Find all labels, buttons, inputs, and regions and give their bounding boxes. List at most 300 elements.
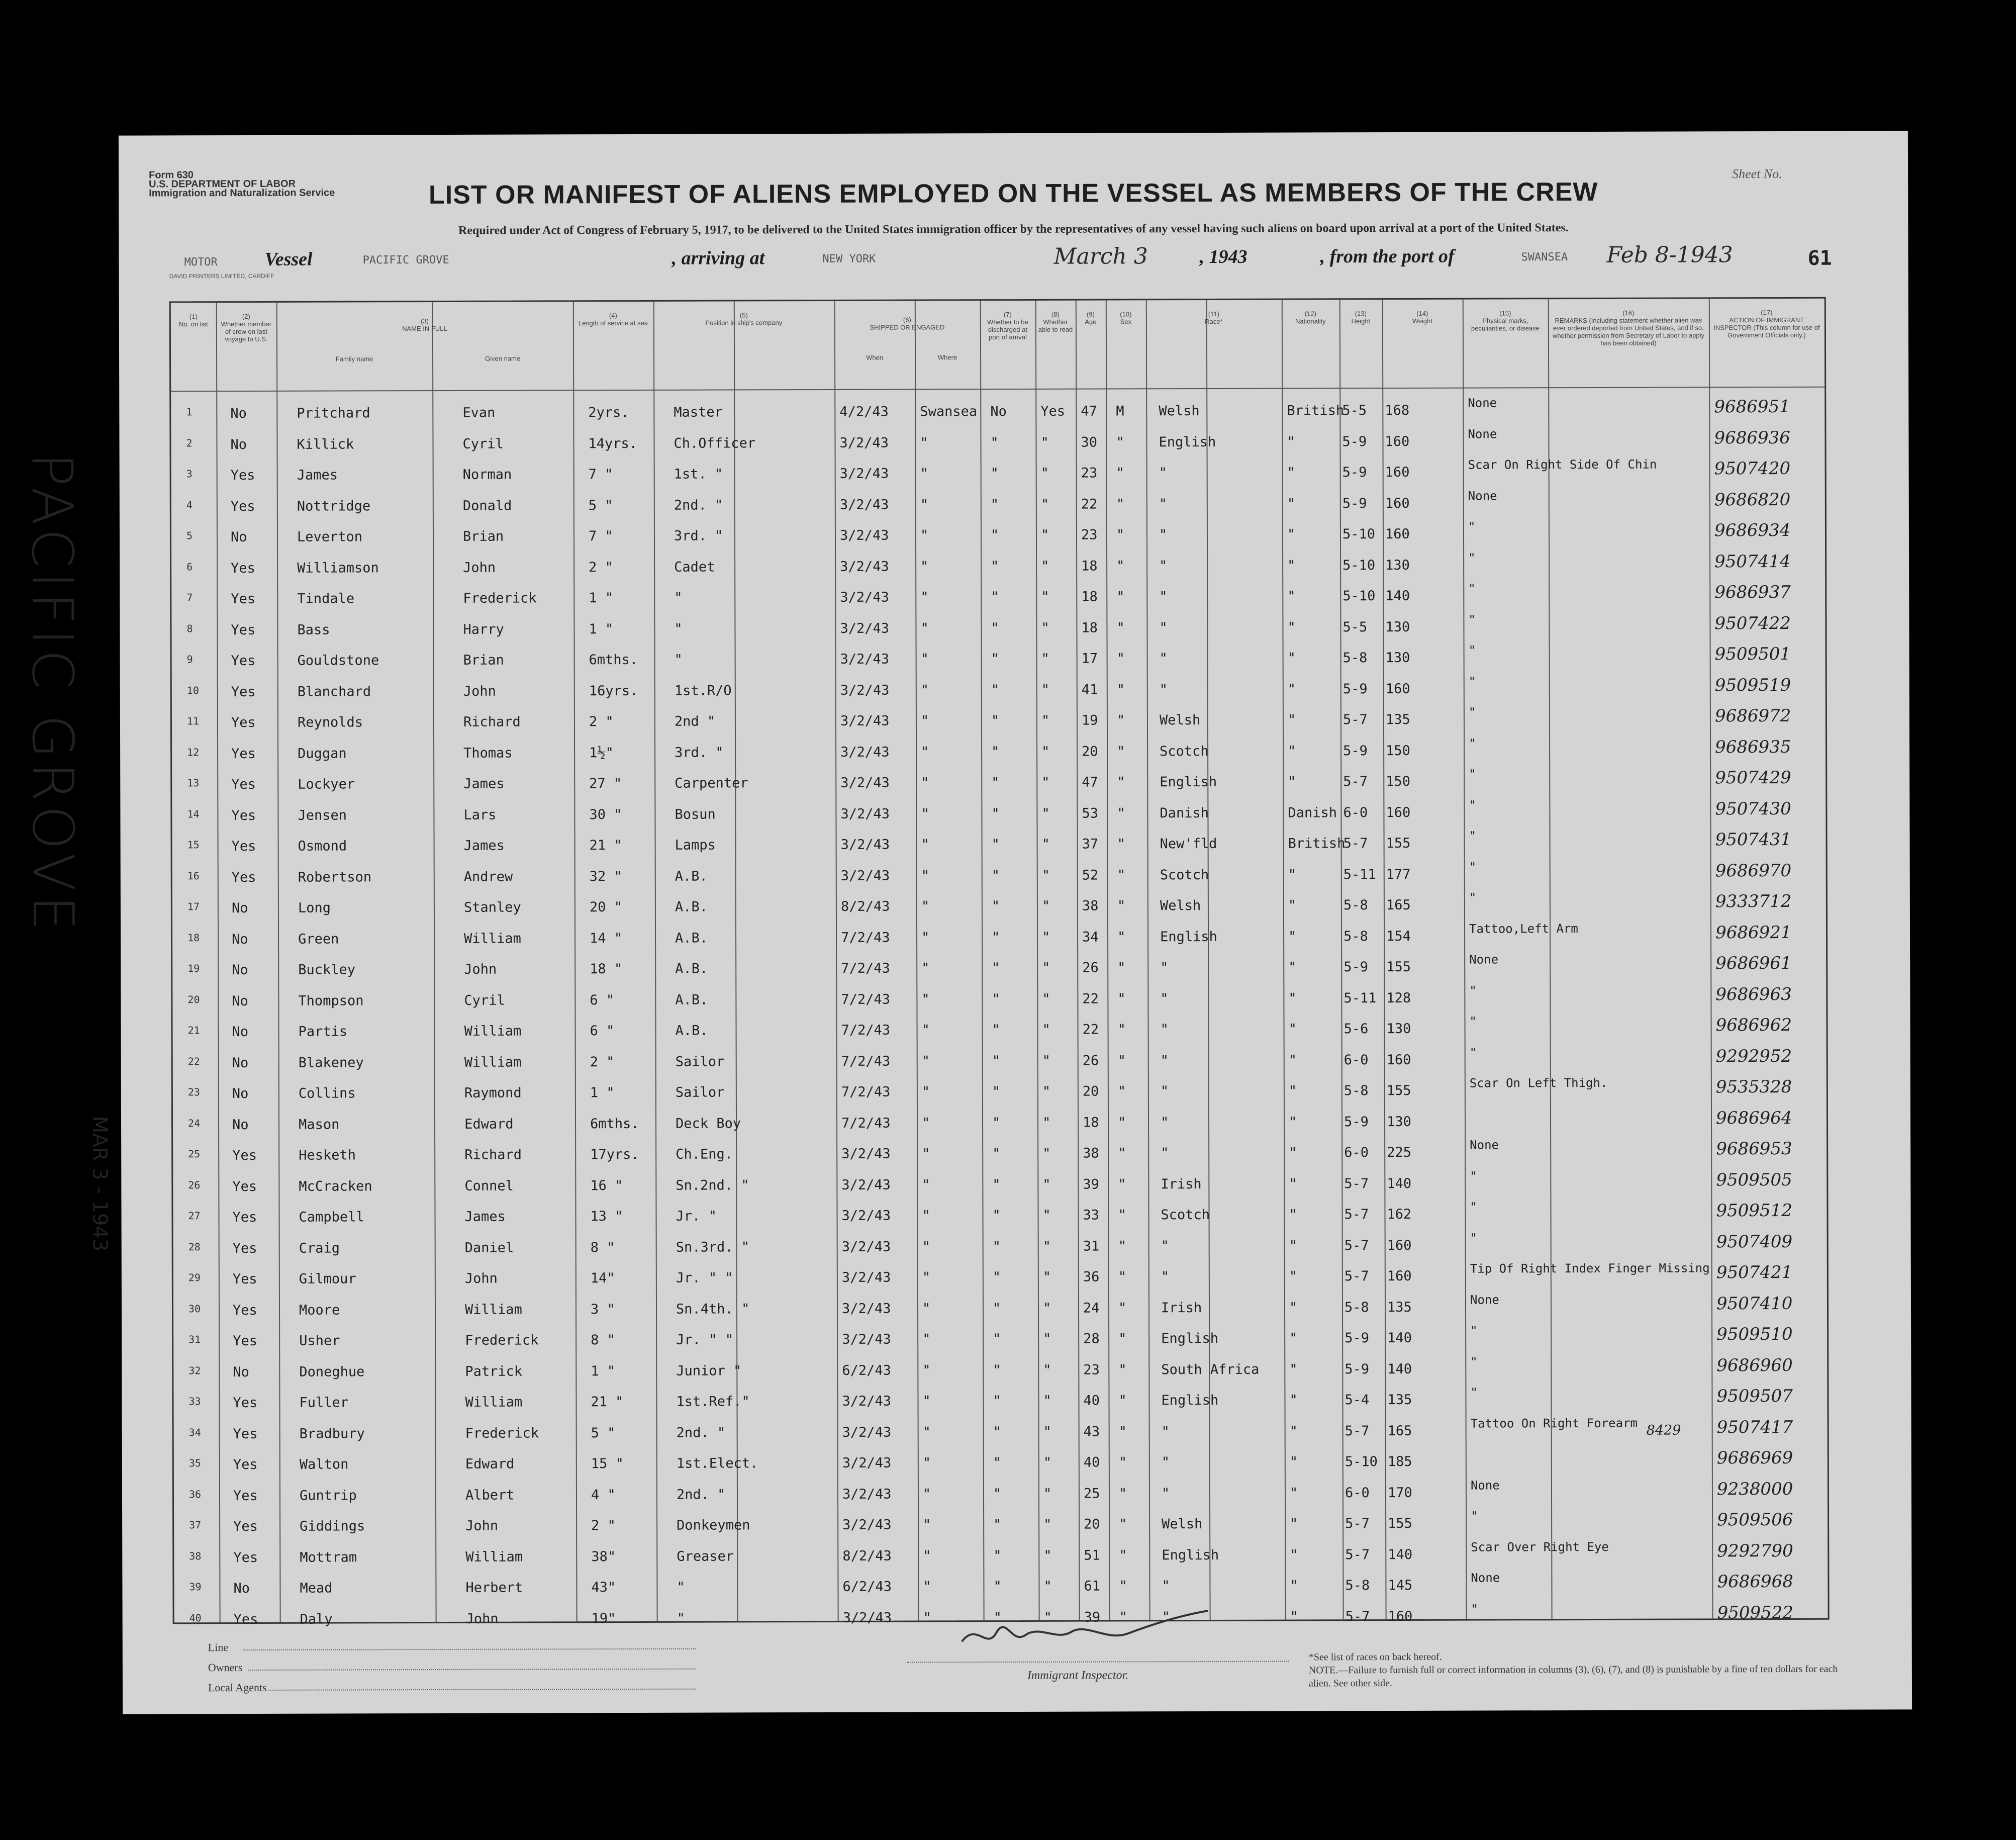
inspector-action: 9686963 bbox=[1715, 984, 1792, 1004]
inspector-action: 9509501 bbox=[1714, 643, 1791, 665]
race: " bbox=[1161, 1145, 1169, 1161]
service-length: 2 " bbox=[591, 1518, 616, 1534]
age: 52 bbox=[1082, 867, 1099, 883]
height: 5-8 bbox=[1343, 1083, 1369, 1099]
age: 20 bbox=[1082, 1083, 1099, 1099]
discharged: " bbox=[992, 1300, 1001, 1316]
sex: " bbox=[1118, 1393, 1127, 1409]
height: 5-11 bbox=[1343, 990, 1377, 1006]
column-number: (5) bbox=[739, 311, 748, 319]
manifest-sheet bbox=[19, 131, 1912, 1714]
shipped-when: 3/2/43 bbox=[840, 744, 890, 760]
shipped-when: 3/2/43 bbox=[842, 1455, 892, 1471]
previous-voyage: No bbox=[233, 1364, 249, 1380]
sex: " bbox=[1118, 1485, 1127, 1501]
column-number: (10) bbox=[1120, 310, 1132, 318]
given-name: John bbox=[464, 961, 497, 977]
table-row bbox=[171, 427, 1825, 460]
shipped-where: " bbox=[921, 991, 930, 1007]
given-name: John bbox=[463, 683, 496, 699]
row-number: 1 bbox=[186, 406, 193, 418]
row-number: 10 bbox=[186, 684, 199, 696]
column-header bbox=[1037, 311, 1074, 333]
race: English bbox=[1161, 1392, 1219, 1409]
column-number: (8) bbox=[1051, 310, 1060, 318]
physical-marks: " bbox=[1471, 1602, 1479, 1616]
service-length: 1 " bbox=[589, 590, 614, 606]
physical-marks: " bbox=[1469, 860, 1477, 874]
height: 5-9 bbox=[1342, 465, 1367, 481]
weight: 135 bbox=[1387, 1392, 1412, 1408]
previous-voyage: Yes bbox=[233, 1395, 258, 1411]
shipped-where: " bbox=[922, 1208, 930, 1224]
shipped-where: " bbox=[921, 744, 929, 760]
weight: 140 bbox=[1387, 1330, 1412, 1346]
height: 5-8 bbox=[1343, 897, 1368, 913]
age: 19 bbox=[1081, 712, 1098, 728]
age: 43 bbox=[1083, 1424, 1100, 1440]
nationality: " bbox=[1287, 681, 1296, 697]
race: English bbox=[1162, 1547, 1219, 1563]
shipped-where: " bbox=[921, 1084, 930, 1100]
position: Lamps bbox=[675, 837, 716, 853]
sex: " bbox=[1116, 651, 1125, 667]
row-number: 25 bbox=[188, 1148, 201, 1160]
nationality: " bbox=[1290, 1547, 1298, 1563]
previous-voyage: Yes bbox=[231, 807, 256, 823]
column-label: Where bbox=[937, 353, 957, 361]
inspector-action: 9507421 bbox=[1716, 1262, 1793, 1283]
sex: " bbox=[1118, 1207, 1126, 1223]
weight: 160 bbox=[1385, 681, 1410, 697]
column-number: (12) bbox=[1304, 310, 1316, 318]
physical-marks: " bbox=[1469, 736, 1476, 751]
position: Junior " bbox=[676, 1362, 742, 1379]
shipped-when: 3/2/43 bbox=[840, 651, 890, 667]
table-row bbox=[173, 1293, 1827, 1326]
shipped-where: " bbox=[921, 867, 930, 883]
shipped-where: " bbox=[920, 620, 929, 636]
shipped-where: " bbox=[923, 1517, 931, 1533]
nationality: " bbox=[1289, 1300, 1298, 1316]
position: 2nd " bbox=[674, 713, 716, 729]
column-label: Height bbox=[1351, 317, 1371, 325]
service-length: 15 " bbox=[591, 1456, 624, 1472]
shipped-where: " bbox=[922, 1424, 931, 1440]
position: Sailor bbox=[675, 1084, 725, 1100]
physical-marks: " bbox=[1470, 1354, 1478, 1369]
service-length: 32 " bbox=[589, 868, 622, 884]
given-name: William bbox=[464, 1023, 522, 1039]
able-to-read: " bbox=[1042, 960, 1050, 976]
inspector-action: 9507429 bbox=[1715, 767, 1791, 788]
discharged: " bbox=[992, 1208, 1001, 1224]
sex: " bbox=[1116, 558, 1125, 574]
shipped-where: Swansea bbox=[920, 404, 978, 420]
arriving-port: NEW YORK bbox=[822, 252, 876, 265]
race: " bbox=[1161, 1454, 1170, 1470]
table-row bbox=[173, 1108, 1827, 1140]
sex: " bbox=[1118, 1361, 1127, 1377]
able-to-read: " bbox=[1043, 1331, 1051, 1347]
discharged: " bbox=[992, 1084, 1001, 1100]
given-name: William bbox=[465, 1394, 523, 1410]
nationality: " bbox=[1288, 1052, 1297, 1068]
height: 5-9 bbox=[1342, 495, 1367, 511]
sex: " bbox=[1117, 898, 1126, 914]
shipped-when: 8/2/43 bbox=[840, 898, 890, 914]
discharged: " bbox=[993, 1579, 1002, 1595]
discharged: " bbox=[990, 496, 999, 512]
discharged: " bbox=[992, 1053, 1001, 1069]
position: Carpenter bbox=[675, 775, 748, 791]
sex: " bbox=[1117, 1052, 1126, 1068]
shipped-when: 3/2/43 bbox=[840, 559, 889, 575]
able-to-read: " bbox=[1041, 836, 1050, 852]
position: A.B. bbox=[675, 1023, 708, 1039]
family-name: Osmond bbox=[298, 838, 347, 854]
previous-voyage: Yes bbox=[231, 869, 256, 885]
family-name: Doneghue bbox=[299, 1363, 365, 1380]
discharged: " bbox=[992, 1176, 1001, 1192]
row-number: 9 bbox=[186, 653, 193, 666]
shipped-where: " bbox=[923, 1609, 931, 1625]
position: Deck Boy bbox=[676, 1115, 741, 1132]
physical-marks: None bbox=[1470, 1478, 1500, 1493]
discharged: " bbox=[993, 1424, 1001, 1440]
height: 5-5 bbox=[1342, 619, 1368, 635]
position: Jr. " bbox=[676, 1208, 717, 1224]
shipped-where: " bbox=[922, 1300, 931, 1316]
row-number: 24 bbox=[188, 1117, 201, 1129]
sex: " bbox=[1116, 619, 1125, 635]
discharged: " bbox=[992, 1238, 1001, 1254]
family-name: Bass bbox=[297, 622, 330, 638]
family-name: Blanchard bbox=[297, 683, 371, 700]
nationality: " bbox=[1287, 496, 1296, 512]
position: Bosun bbox=[675, 806, 716, 822]
weight: 155 bbox=[1386, 835, 1411, 852]
family-name: Collins bbox=[298, 1085, 356, 1101]
table-row bbox=[172, 922, 1826, 955]
column-label: Position in ship's company bbox=[705, 319, 783, 327]
weight: 128 bbox=[1386, 990, 1411, 1006]
family-name: Guntrip bbox=[299, 1487, 357, 1504]
row-number: 19 bbox=[187, 962, 200, 975]
nationality: " bbox=[1288, 990, 1297, 1006]
age: 61 bbox=[1084, 1578, 1101, 1594]
discharged: " bbox=[993, 1517, 1002, 1533]
shipped-when: 3/2/43 bbox=[839, 527, 889, 543]
table-row bbox=[171, 582, 1825, 615]
sex: " bbox=[1119, 1609, 1127, 1625]
height: 5-9 bbox=[1343, 959, 1369, 975]
age: 41 bbox=[1081, 682, 1098, 698]
inspector-action: 9507420 bbox=[1714, 458, 1791, 479]
service-length: 16yrs. bbox=[589, 683, 638, 699]
row-number: 17 bbox=[187, 900, 200, 913]
column-number: (13) bbox=[1355, 310, 1367, 318]
column-number: (15) bbox=[1499, 309, 1511, 317]
shipped-where: " bbox=[922, 1269, 931, 1285]
shipped-where: " bbox=[922, 1486, 931, 1502]
service-length: 4 " bbox=[591, 1487, 616, 1503]
race: " bbox=[1159, 589, 1168, 605]
service-length: 3 " bbox=[590, 1301, 615, 1317]
family-name: Killick bbox=[297, 436, 354, 452]
column-label: Length of service at sea bbox=[578, 319, 648, 327]
previous-voyage: No bbox=[233, 1580, 250, 1597]
discharged: " bbox=[990, 466, 999, 482]
discharged: " bbox=[992, 1115, 1001, 1131]
age: 20 bbox=[1082, 744, 1098, 760]
able-to-read: " bbox=[1043, 1516, 1052, 1532]
previous-voyage: No bbox=[230, 436, 247, 452]
table-row bbox=[172, 798, 1826, 831]
nationality: " bbox=[1289, 1454, 1298, 1470]
inspector-action: 9686951 bbox=[1714, 396, 1790, 417]
table-row bbox=[174, 1417, 1828, 1449]
shipped-where: " bbox=[922, 1331, 931, 1347]
age: 26 bbox=[1082, 960, 1099, 976]
physical-marks: " bbox=[1468, 550, 1476, 565]
previous-voyage: Yes bbox=[231, 560, 255, 576]
given-name: Stanley bbox=[463, 899, 521, 915]
previous-voyage: Yes bbox=[232, 1271, 257, 1287]
column-header bbox=[917, 353, 978, 361]
weight: 140 bbox=[1388, 1546, 1413, 1562]
physical-marks: None bbox=[1471, 1571, 1500, 1585]
age: 23 bbox=[1081, 527, 1098, 543]
race: " bbox=[1159, 496, 1168, 512]
height: 5-9 bbox=[1343, 1114, 1369, 1130]
position: A.B. bbox=[675, 961, 708, 977]
family-name: Craig bbox=[299, 1240, 340, 1256]
arriving-label: , arriving at bbox=[671, 247, 765, 269]
given-name: James bbox=[464, 1209, 506, 1225]
sex: " bbox=[1118, 1300, 1127, 1316]
local-agents-label: Local Agents bbox=[208, 1681, 267, 1694]
weight: 160 bbox=[1385, 464, 1410, 481]
family-name: Gouldstone bbox=[297, 653, 379, 669]
shipped-where: " bbox=[920, 466, 928, 482]
able-to-read: " bbox=[1042, 1300, 1051, 1316]
given-name: John bbox=[463, 560, 496, 576]
shipped-where: " bbox=[920, 589, 929, 605]
table-row bbox=[171, 613, 1825, 646]
inspector-action: 9507414 bbox=[1714, 551, 1791, 572]
crew-table bbox=[169, 297, 1830, 1627]
able-to-read: " bbox=[1043, 1486, 1052, 1502]
column-header bbox=[836, 316, 978, 331]
family-name: Jensen bbox=[298, 807, 347, 823]
physical-marks: None bbox=[1468, 488, 1497, 503]
age: 31 bbox=[1083, 1238, 1100, 1254]
age: 17 bbox=[1081, 651, 1098, 667]
height: 5-10 bbox=[1342, 557, 1376, 573]
discharged: " bbox=[993, 1486, 1002, 1502]
service-length: 6mths. bbox=[590, 1116, 639, 1132]
service-length: 38" bbox=[591, 1548, 616, 1565]
row-number: 32 bbox=[188, 1364, 201, 1376]
sex: " bbox=[1119, 1578, 1127, 1594]
discharged: " bbox=[992, 929, 1000, 945]
position: Ch.Officer bbox=[674, 435, 756, 451]
shipped-where: " bbox=[922, 1176, 930, 1192]
family-name: Mead bbox=[300, 1580, 333, 1596]
inspector-action: 9686961 bbox=[1715, 953, 1792, 974]
race: English bbox=[1161, 1330, 1219, 1347]
nationality: " bbox=[1287, 588, 1296, 604]
table-row bbox=[173, 1231, 1827, 1264]
previous-voyage: Yes bbox=[232, 1147, 257, 1164]
given-name: Frederick bbox=[463, 590, 537, 606]
position: 1st. " bbox=[674, 466, 723, 482]
inspector-action: 9333712 bbox=[1715, 891, 1792, 912]
column-label: Given name bbox=[485, 354, 521, 362]
shipped-where: " bbox=[921, 1022, 930, 1038]
nationality: " bbox=[1288, 929, 1297, 945]
discharged: " bbox=[991, 651, 999, 667]
shipped-when: 3/2/43 bbox=[841, 1239, 891, 1255]
physical-marks: " bbox=[1470, 1385, 1478, 1400]
height: 5-7 bbox=[1344, 1237, 1369, 1253]
table-row bbox=[172, 768, 1826, 800]
sex: " bbox=[1117, 805, 1125, 821]
service-length: 19" bbox=[591, 1610, 616, 1626]
weight: 165 bbox=[1386, 897, 1411, 913]
previous-voyage: No bbox=[232, 1055, 249, 1071]
given-name: Donald bbox=[462, 498, 512, 514]
physical-marks: None bbox=[1470, 1292, 1499, 1307]
column-label: Whether to be discharged at port of arrival bbox=[987, 318, 1028, 341]
sex: " bbox=[1117, 929, 1126, 945]
position: " bbox=[674, 621, 683, 637]
shipped-where: " bbox=[920, 651, 929, 667]
previous-voyage: No bbox=[232, 1024, 249, 1040]
physical-marks: " bbox=[1469, 1045, 1477, 1060]
family-name: Nottridge bbox=[297, 498, 371, 514]
weight: 185 bbox=[1387, 1453, 1412, 1470]
height: 5-7 bbox=[1343, 836, 1368, 852]
immigrant-inspector-label: Immigrant Inspector. bbox=[1027, 1669, 1129, 1682]
age: 36 bbox=[1083, 1269, 1100, 1285]
weight: 160 bbox=[1386, 1052, 1411, 1068]
shipped-when: 3/2/43 bbox=[842, 1517, 892, 1533]
row-number: 34 bbox=[188, 1426, 201, 1438]
service-length: 30 " bbox=[589, 806, 622, 822]
position: Donkeymen bbox=[677, 1517, 750, 1533]
position: A.B. bbox=[675, 930, 708, 946]
height: 6-0 bbox=[1343, 804, 1368, 820]
position: A.B. bbox=[675, 868, 708, 884]
age: 28 bbox=[1083, 1331, 1100, 1347]
previous-voyage: Yes bbox=[233, 1333, 257, 1349]
inspector-action: 9509506 bbox=[1717, 1509, 1793, 1530]
previous-voyage: Yes bbox=[231, 653, 256, 669]
table-row bbox=[172, 953, 1826, 986]
position: Sn.3rd. " bbox=[676, 1239, 750, 1255]
page-number: 61 bbox=[1807, 246, 1832, 270]
family-name: Fuller bbox=[299, 1395, 349, 1411]
weight: 130 bbox=[1386, 1114, 1411, 1130]
shipped-when: 3/2/43 bbox=[839, 435, 889, 451]
able-to-read: " bbox=[1043, 1454, 1052, 1470]
shipped-where: " bbox=[920, 527, 929, 543]
service-length: 6mths. bbox=[589, 652, 638, 668]
shipped-when: 3/2/43 bbox=[841, 1146, 891, 1162]
table-row bbox=[174, 1540, 1828, 1573]
race: " bbox=[1162, 1578, 1170, 1594]
discharged: " bbox=[992, 1269, 1001, 1285]
service-length: 1½" bbox=[589, 745, 614, 761]
owners-label: Owners bbox=[208, 1661, 243, 1674]
given-name: William bbox=[464, 1302, 522, 1318]
inspector-action: 9686934 bbox=[1714, 520, 1791, 541]
given-name: Evan bbox=[462, 405, 496, 421]
family-name: Buckley bbox=[298, 962, 356, 978]
row-number: 18 bbox=[187, 931, 200, 944]
previous-voyage: Yes bbox=[231, 714, 256, 731]
race: " bbox=[1161, 1114, 1169, 1130]
shipped-where: " bbox=[923, 1579, 931, 1595]
inspector-action: 9686969 bbox=[1716, 1447, 1793, 1468]
nationality: " bbox=[1289, 1485, 1298, 1501]
nationality: " bbox=[1289, 1268, 1298, 1284]
vessel-name-stamp: PACIFIC GROVE bbox=[19, 452, 86, 935]
able-to-read: " bbox=[1043, 1578, 1052, 1594]
column-header bbox=[278, 355, 430, 363]
age: 22 bbox=[1082, 1022, 1099, 1038]
column-label: Physical marks, peculiarities, or disease bbox=[1471, 317, 1540, 332]
header-divider bbox=[171, 387, 1825, 392]
previous-voyage: No bbox=[231, 900, 248, 916]
row-number: 22 bbox=[187, 1055, 200, 1067]
sex: " bbox=[1117, 774, 1125, 790]
physical-marks: " bbox=[1468, 705, 1476, 719]
previous-voyage: Yes bbox=[230, 498, 255, 514]
column-header bbox=[655, 311, 832, 327]
given-name: Brian bbox=[463, 652, 504, 668]
row-number: 33 bbox=[188, 1395, 201, 1408]
discharged: " bbox=[991, 713, 1000, 729]
shipped-when: 3/2/43 bbox=[840, 868, 890, 884]
height: 5-9 bbox=[1342, 681, 1368, 697]
given-name: Cyril bbox=[462, 436, 504, 452]
height: 6-0 bbox=[1344, 1145, 1369, 1161]
discharged: " bbox=[993, 1455, 1002, 1471]
service-length: 14" bbox=[590, 1270, 615, 1286]
able-to-read: " bbox=[1041, 620, 1049, 636]
table-row bbox=[172, 860, 1826, 893]
table-row bbox=[171, 551, 1825, 584]
family-name: Campbell bbox=[299, 1209, 364, 1225]
table-row bbox=[174, 1572, 1828, 1604]
race: " bbox=[1160, 960, 1169, 976]
given-name: Frederick bbox=[465, 1425, 539, 1441]
column-header bbox=[836, 354, 913, 361]
service-length: 5 " bbox=[588, 497, 613, 513]
physical-marks: " bbox=[1469, 1014, 1477, 1029]
race: Welsh bbox=[1159, 712, 1201, 728]
sex: " bbox=[1116, 527, 1125, 543]
nationality: " bbox=[1287, 619, 1296, 635]
document-subtitle: Required under Act of Congress of February 5, 1917, to be delivered to the United States immigration officer by the representatives of any vessel having such aliens on board upon arrival at a port of the United States. bbox=[458, 221, 1569, 237]
departure-date: Feb 8-1943 bbox=[1606, 242, 1733, 268]
sheet-number-label: Sheet No. bbox=[1732, 166, 1782, 181]
row-number: 14 bbox=[187, 807, 200, 820]
shipped-when: 3/2/43 bbox=[840, 713, 890, 729]
